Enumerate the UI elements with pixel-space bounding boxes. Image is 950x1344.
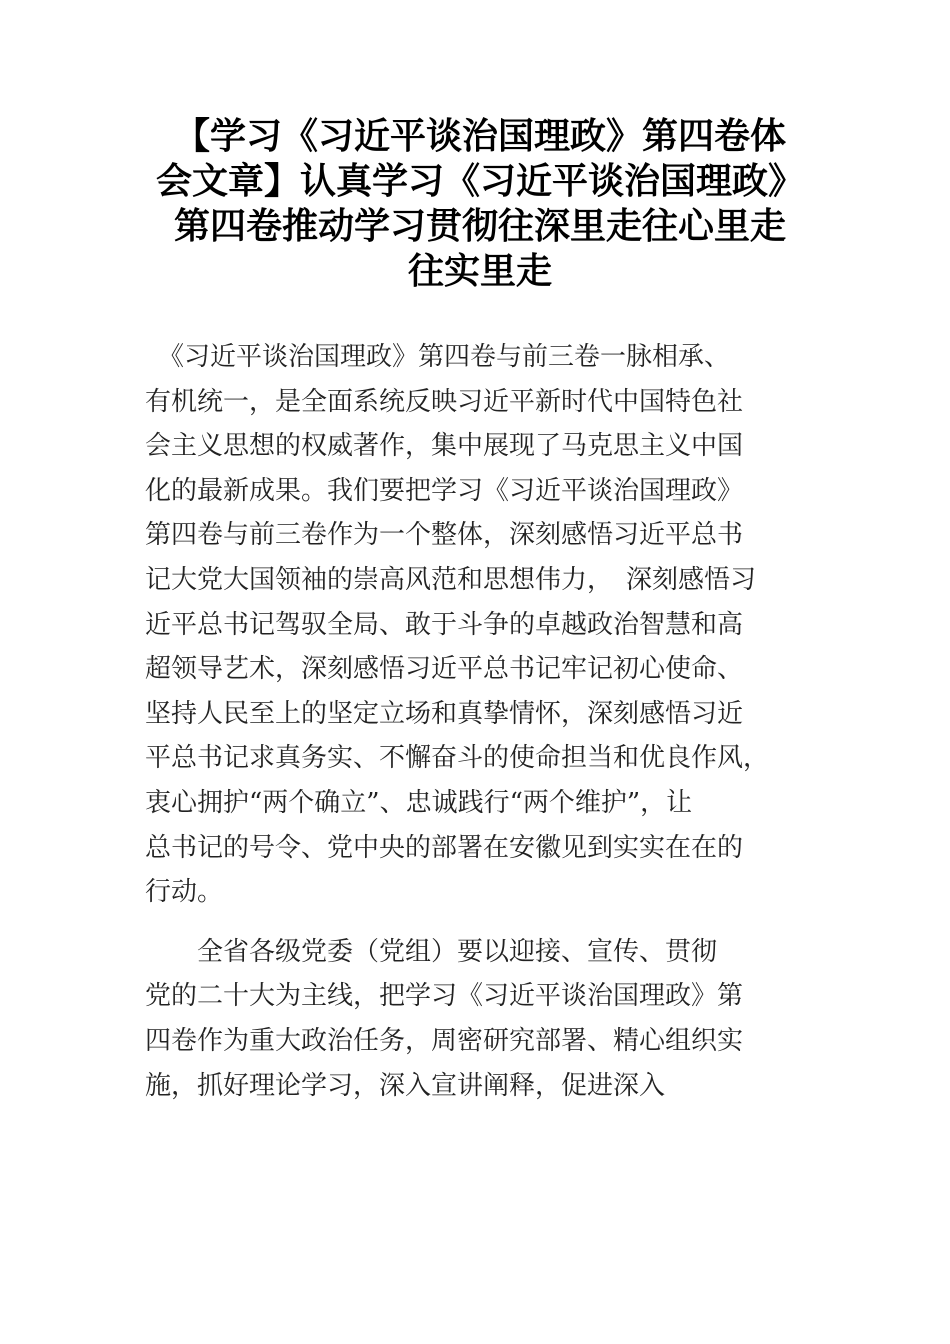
text-line: 衷心拥护“两个确立”、忠诚践行“两个维护”，让 [145, 787, 693, 818]
text-line: 《习近平谈治国理政》第四卷与前三卷一脉相承、 [145, 342, 731, 372]
paragraph-2 [145, 930, 835, 1108]
text-line: 化的最新成果。我们要把学习《习近平谈治国理政》 [145, 475, 744, 506]
text-line: 会主义思想的权威著作，集中展现了马克思主义中国 [145, 431, 744, 462]
text-line: 近平总书记驾驭全局、敢于斗争的卓越政治智慧和高 [145, 609, 744, 640]
text-line: 坚持人民至上的坚定立场和真挚情怀，深刻感悟习近 [145, 698, 744, 729]
text-line: 总书记的号令、党中央的部署在安徽见到实实在在的 [145, 832, 744, 863]
text-line: 记大党大国领袖的崇高风范和思想伟力， 深刻感悟习 [145, 564, 757, 595]
document-title [150, 114, 810, 294]
title-line: 往实里走 [407, 250, 552, 292]
text-line: 超领导艺术，深刻感悟习近平总书记牢记初心使命、 [145, 654, 744, 685]
text-line: 有机统一，是全面系统反映习近平新时代中国特色社 [145, 386, 744, 417]
text-line: 党的二十大为主线，把学习《习近平谈治国理政》第 [145, 981, 744, 1012]
text-line: 平总书记求真务实、不懈奋斗的使命担当和优良作风， [145, 743, 770, 774]
title-line: 【学习《习近平谈治国理政》第四卷体 [173, 115, 786, 157]
document-body [145, 335, 835, 1108]
title-line: 第四卷推动学习贯彻往深里走往心里走 [173, 205, 786, 247]
paragraph-1 [145, 335, 835, 915]
text-line: 四卷作为重大政治任务，周密研究部署、精心组织实 [145, 1025, 744, 1056]
text-line: 第四卷与前三卷作为一个整体，深刻感悟习近平总书 [145, 520, 744, 551]
text-line: 行动。 [145, 877, 224, 908]
text-line: 全省各级党委（党组）要以迎接、宣传、贯彻 [145, 936, 718, 967]
title-line: 会文章】认真学习《习近平谈治国理政》 [155, 160, 804, 202]
text-line: 施，抓好理论学习，深入宣讲阐释，促进深入 [145, 1070, 666, 1101]
